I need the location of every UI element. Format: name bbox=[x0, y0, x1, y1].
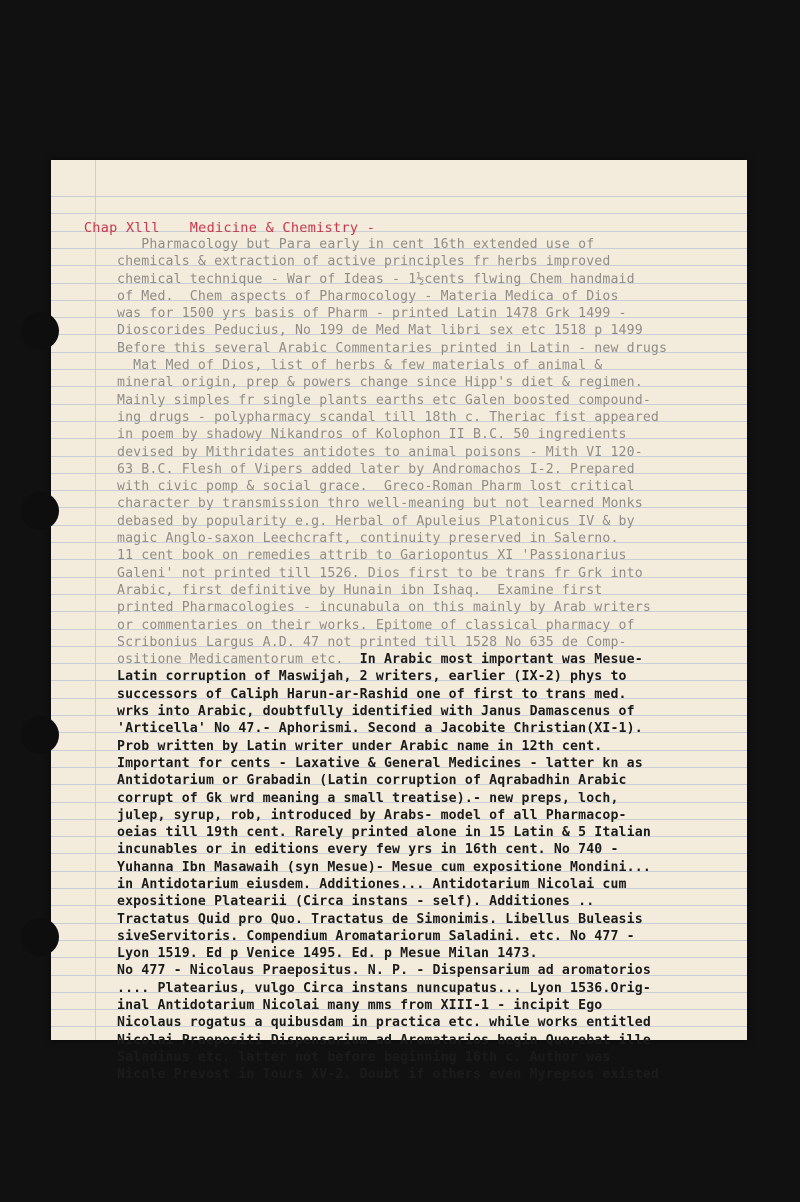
text-line: Pharmacology but Para early in cent 16th extended use of bbox=[117, 237, 595, 252]
text-line: with civic pomp & social grace. Greco-Roman Pharm lost critical bbox=[117, 479, 635, 495]
text-line: oeias till 19th cent. Rarely printed alone in 15 Latin & 5 Italian bbox=[117, 825, 651, 841]
text-line: inal Antidotarium Nicolai many mms from XIII-1 - incipit Ego bbox=[117, 998, 603, 1014]
text-line: ing drugs - polypharmacy scandal till 18th c. Theriac fist appeared bbox=[117, 409, 659, 425]
text-line: character by transmission thro well-meaning but not learned Monks bbox=[117, 496, 643, 512]
text-line: Prob written by Latin writer under Arabic name in 12th cent. bbox=[117, 738, 603, 754]
page-header bbox=[67, 204, 405, 236]
text-line: or commentaries on their works. Epitome of classical pharmacy of bbox=[117, 617, 635, 633]
text-line: Galeni' not printed till 1526. Dios first to be trans fr Grk into bbox=[117, 565, 643, 581]
text-line: Nicole Prevost in Tours XV-2. Doubt if others even Myrepsos existed bbox=[117, 1067, 659, 1083]
text-line: Saladinus etc. latter not before beginning 16th c. Author was bbox=[117, 1049, 611, 1065]
text-line: wrks into Arabic, doubtfully identified with Janus Damascenus of bbox=[117, 704, 635, 720]
punch-hole-upper-middle bbox=[21, 492, 59, 530]
text-line: mineral origin, prep & powers change since Hipp's diet & regimen. bbox=[117, 375, 643, 391]
text-line: .... Platearius, vulgo Circa instans nuncupatus... Lyon 1536.Orig- bbox=[117, 980, 651, 996]
text-line: chemicals & extraction of active principles fr herbs improved bbox=[117, 254, 611, 270]
chapter-label: Chap Xlll bbox=[83, 220, 160, 236]
text-line: magic Anglo-saxon Leechcraft, continuity preserved in Salerno. bbox=[117, 531, 619, 547]
text-line: 63 B.C. Flesh of Vipers added later by Andromachos I-2. Prepared bbox=[117, 461, 635, 477]
text-line: printed Pharmacologies - incunabula on this mainly by Arab writers bbox=[117, 600, 651, 616]
text-line: 11 cent book on remedies attrib to Gariopontus XI 'Passionarius bbox=[117, 548, 627, 564]
text-line: Mainly simples fr single plants earths etc Galen boosted compound- bbox=[117, 392, 651, 408]
text-line: Nicolai Praepositi Dispensarium ad Aromatarios begin Querebat ille bbox=[117, 1032, 651, 1048]
text-line: Important for cents - Laxative & General Medicines - latter kn as bbox=[117, 755, 643, 771]
text-line: in Antidotarium eiusdem. Additiones... Antidotarium Nicolai cum bbox=[117, 876, 627, 892]
text-line: Arabic, first definitive by Hunain ibn Ishaq. Examine first bbox=[117, 582, 603, 598]
text-line: Mat Med of Dios, list of herbs & few materials of animal & bbox=[117, 358, 603, 374]
text-line: was for 1500 yrs basis of Pharm - printed Latin 1478 Grk 1499 - bbox=[117, 306, 627, 322]
punch-hole-lower-middle bbox=[21, 716, 59, 754]
text-line: Antidotarium or Grabadin (Latin corruption of Aqrabadhin Arabic bbox=[117, 773, 627, 789]
text-line: julep, syrup, rob, introduced by Arabs- model of all Pharmacop- bbox=[117, 807, 627, 823]
body-text bbox=[117, 236, 667, 1084]
text-line: devised by Mithridates antidotes to animal poisons - Mith VI 120- bbox=[117, 444, 643, 460]
text-line: in poem by shadowy Nikandros of Kolophon II B.C. 50 ingredients bbox=[117, 427, 627, 443]
text-line: No 477 - Nicolaus Praepositus. N. P. - Dispensarium ad aromatorios bbox=[117, 963, 651, 979]
punch-hole-bottom bbox=[21, 918, 59, 956]
text-line: chemical technique - War of Ideas - 1½cents flwing Chem handmaid bbox=[117, 271, 635, 287]
faint-text-segment: ositione Medicamentorum etc. bbox=[117, 652, 344, 668]
bold-text-segment: In Arabic most important was Mesue- bbox=[343, 652, 643, 668]
text-line: Nicolaus rogatus a quibusdam in practica etc. while works entitled bbox=[117, 1015, 651, 1031]
text-line: Lyon 1519. Ed p Venice 1495. Ed. p Mesue Milan 1473. bbox=[117, 946, 538, 962]
text-line: Yuhanna Ibn Masawaih (syn Mesue)- Mesue cum expositione Mondini... bbox=[117, 859, 651, 875]
text-line: Before this several Arabic Commentaries printed in Latin - new drugs bbox=[117, 340, 668, 356]
text-line: Dioscorides Peducius, No 199 de Med Mat libri sex etc 1518 p 1499 bbox=[117, 323, 643, 339]
punch-hole-top bbox=[21, 312, 59, 350]
ruled-line bbox=[51, 196, 747, 197]
text-line: of Med. Chem aspects of Pharmocology - Materia Medica of Dios bbox=[117, 288, 619, 304]
text-line: Latin corruption of Maswijah, 2 writers, earlier (IX-2) phys to bbox=[117, 669, 627, 685]
text-line: corrupt of Gk wrd meaning a small treatise).- new preps, loch, bbox=[117, 790, 619, 806]
text-line: debased by popularity e.g. Herbal of Apuleius Platonicus IV & by bbox=[117, 513, 635, 529]
text-line: successors of Caliph Harun-ar-Rashid one of first to trans med. bbox=[117, 686, 627, 702]
text-line: expositione Platearii (Circa instans - self). Additiones .. bbox=[117, 894, 595, 910]
text-line-transition bbox=[117, 651, 667, 668]
chapter-title: Medicine & Chemistry - bbox=[189, 220, 376, 236]
text-line: incunables or in editions every few yrs in 16th cent. No 740 - bbox=[117, 842, 619, 858]
text-line: Scribonius Largus A.D. 47 not printed till 1528 No 635 de Comp- bbox=[117, 634, 627, 650]
margin-line bbox=[95, 160, 96, 1040]
text-line: siveServitoris. Compendium Aromatariorum Saladini. etc. No 477 - bbox=[117, 928, 635, 944]
text-line: 'Articella' No 47.- Aphorismi. Second a Jacobite Christian(XI-1). bbox=[117, 721, 643, 737]
text-line: Tractatus Quid pro Quo. Tractatus de Simonimis. Libellus Buleasis bbox=[117, 911, 643, 927]
